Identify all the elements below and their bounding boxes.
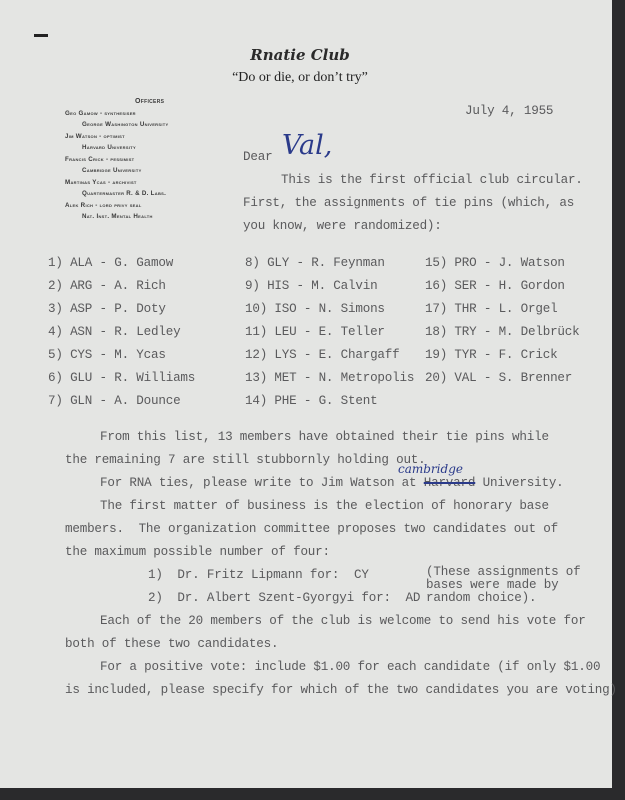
salutation: Dear <box>243 150 273 164</box>
member-entry: 15) PRO - J. Watson <box>425 256 565 270</box>
officer-line: Jim Watson - optimist <box>65 133 125 140</box>
member-entry: 10) ISO - N. Simons <box>245 302 385 316</box>
member-entry: 4) ASN - R. Ledley <box>48 325 181 339</box>
officer-line: Martinas Ycas - archivist <box>65 179 137 186</box>
handwritten-correction: cambridge <box>398 462 463 476</box>
intro-line: First, the assignments of tie pins (which, as <box>243 196 575 210</box>
officer-line: Francis Crick - pessimist <box>65 156 135 163</box>
member-entry: 5) CYS - M. Ycas <box>48 348 166 362</box>
letterhead-title: Rnatie Club <box>250 46 350 64</box>
member-entry: 11) LEU - E. Teller <box>245 325 385 339</box>
member-entry: 20) VAL - S. Brenner <box>425 371 573 385</box>
body-line: the remaining 7 are still stubbornly holding out. <box>65 453 426 467</box>
member-entry: 6) GLU - R. Williams <box>48 371 196 385</box>
officer-line: Geo Gamow - synthesiser <box>65 110 136 117</box>
handwritten-name: Val, <box>282 130 333 161</box>
note-line: (These assignments of <box>426 565 581 579</box>
member-entry: 8) GLY - R. Feynman <box>245 256 385 270</box>
body-line: The first matter of business is the election of honorary base <box>100 499 549 513</box>
member-entry: 12) LYS - E. Chargaff <box>245 348 400 362</box>
note-line: bases were made by <box>426 578 559 592</box>
member-entry: 16) SER - H. Gordon <box>425 279 565 293</box>
officers-heading: Officers <box>135 98 165 105</box>
body-line: From this list, 13 members have obtained their tie pins while <box>100 430 549 444</box>
body-line: members. The organization committee proposes two candidates out of <box>65 522 558 536</box>
candidate: 1) Dr. Fritz Lipmann for: CY <box>148 568 369 582</box>
letterhead-motto: “Do or die, or don’t try” <box>232 70 368 85</box>
body-line: is included, please specify for which of the two candidates you are voting) <box>65 683 617 697</box>
member-entry: 3) ASP - P. Doty <box>48 302 166 316</box>
body-line: Each of the 20 members of the club is welcome to send his vote for <box>100 614 586 628</box>
officer-line: Quartermaster R. & D. Labs. <box>82 190 167 197</box>
member-entry: 9) HIS - M. Calvin <box>245 279 378 293</box>
intro-line: This is the first official club circular. <box>281 173 583 187</box>
text: University. <box>475 476 564 490</box>
officer-line: Alek Rich - lord privy seal <box>65 202 142 209</box>
letter-date: July 4, 1955 <box>465 104 554 118</box>
member-entry: 14) PHE - G. Stent <box>245 394 378 408</box>
officer-line: George Washington University <box>82 121 169 128</box>
body-line <box>100 476 564 490</box>
officer-line: Nat. Inst. Mental Health <box>82 213 153 220</box>
member-entry: 13) MET - N. Metropolis <box>245 371 415 385</box>
member-entry: 2) ARG - A. Rich <box>48 279 166 293</box>
member-entry: 17) THR - L. Orgel <box>425 302 558 316</box>
member-entry: 19) TYR - F. Crick <box>425 348 558 362</box>
member-entry: 18) TRY - M. Delbrück <box>425 325 580 339</box>
officer-line: Cambridge University <box>82 167 142 174</box>
note-line: random choice). <box>426 591 537 605</box>
member-entry: 1) ALA - G. Gamow <box>48 256 174 270</box>
body-line: For a positive vote: include $1.00 for each candidate (if only $1.00 <box>100 660 601 674</box>
body-line: both of these two candidates. <box>65 637 279 651</box>
body-line: the maximum possible number of four: <box>65 545 330 559</box>
intro-line: you know, were randomized): <box>243 219 442 233</box>
candidate: 2) Dr. Albert Szent-Gyorgyi for: AD <box>148 591 421 605</box>
struck-word: Harvard <box>423 476 476 490</box>
member-entry: 7) GLN - A. Dounce <box>48 394 181 408</box>
officer-line: Harvard University <box>82 144 136 151</box>
text: For RNA ties, please write to Jim Watson at <box>100 476 424 490</box>
ink-mark <box>34 34 48 37</box>
